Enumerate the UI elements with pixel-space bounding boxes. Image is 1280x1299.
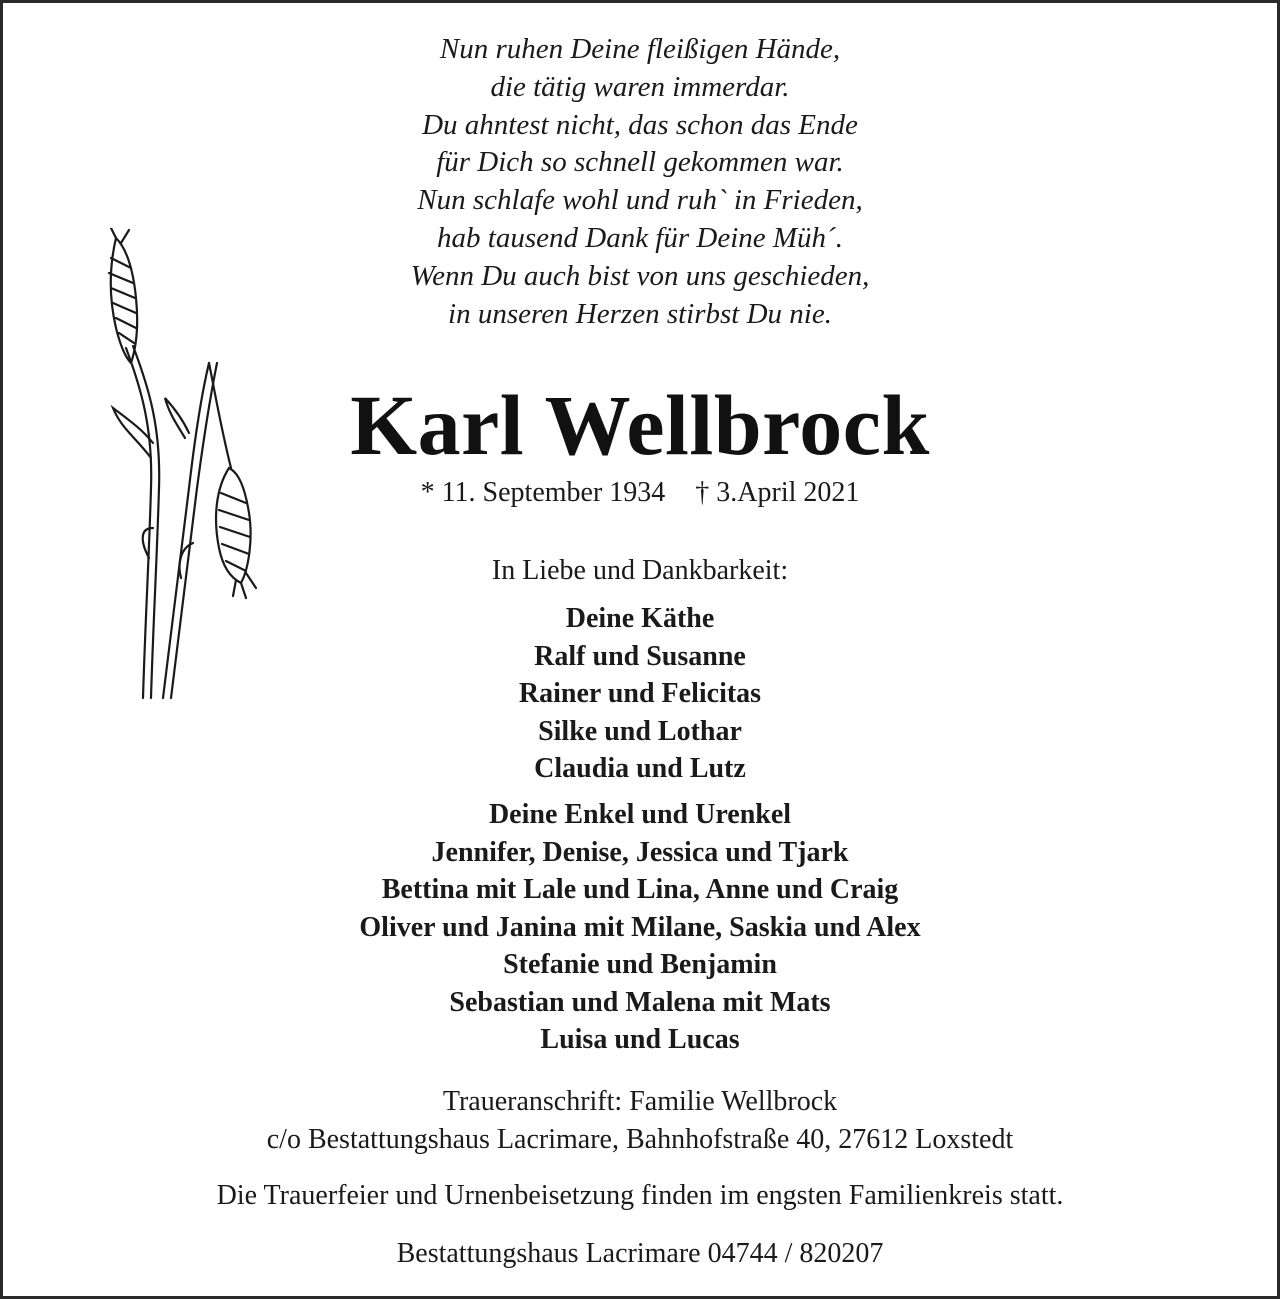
birth-date: * 11. September 1934 (420, 477, 666, 508)
family-line: Sebastian und Malena mit Mats (449, 986, 831, 1018)
death-date: † 3.April 2021 (695, 477, 860, 508)
family-line: Ralf und Susanne (534, 640, 746, 672)
ceremony-note: Die Trauerfeier und Urnenbeisetzung finden im engsten Familienkreis statt. (216, 1180, 1064, 1211)
family-line: Bettina mit Lale und Lina, Anne und Craig (381, 874, 899, 905)
address-line: Traueranschrift: Familie Wellbrock (442, 1086, 838, 1117)
poem-line: Wenn Du auch bist von uns geschieden, (410, 259, 870, 292)
family-line: Oliver und Janina mit Milane, Saskia und Alex (359, 911, 921, 943)
poem-line: Nun ruhen Deine fleißigen Hände, (439, 33, 841, 65)
life-dates (3, 475, 1277, 511)
poem-line: Du ahntest nicht, das schon das Ende (422, 108, 858, 141)
mourning-address (3, 1083, 1277, 1158)
family-children (3, 600, 1277, 788)
family-line: Stefanie und Benjamin (503, 949, 777, 980)
intro-text: In Liebe und Dankbarkeit: (491, 555, 789, 586)
poem-line: in unseren Herzen stirbst Du nie. (448, 297, 832, 330)
family-grandchildren (3, 796, 1277, 1059)
family-line: Luisa und Lucas (540, 1024, 740, 1055)
poem-line: die tätig waren immerdar. (490, 70, 790, 103)
family-line: Silke und Lothar (538, 715, 742, 747)
poem-line: für Dich so schnell gekommen war. (436, 146, 844, 179)
family-line: Deine Enkel und Urenkel (488, 799, 792, 830)
poem (3, 31, 1277, 333)
address-line: c/o Bestattungshaus Lacrimare, Bahnhofstraße 40, 27612 Loxstedt (266, 1123, 1014, 1155)
funeral-home-contact: Bestattungshaus Lacrimare 04744 / 820207 (396, 1238, 884, 1269)
family-line: Rainer und Felicitas (518, 678, 762, 709)
family-line: Claudia und Lutz (534, 753, 746, 784)
deceased-name: Karl Wellbrock (350, 377, 930, 473)
poem-line: Nun schlafe wohl und ruh` in Frieden, (417, 184, 863, 217)
poem-line: hab tausend Dank für Deine Müh´. (437, 221, 843, 254)
family-line: Deine Käthe (565, 603, 715, 634)
family-line: Jennifer, Denise, Jessica und Tjark (431, 836, 849, 868)
